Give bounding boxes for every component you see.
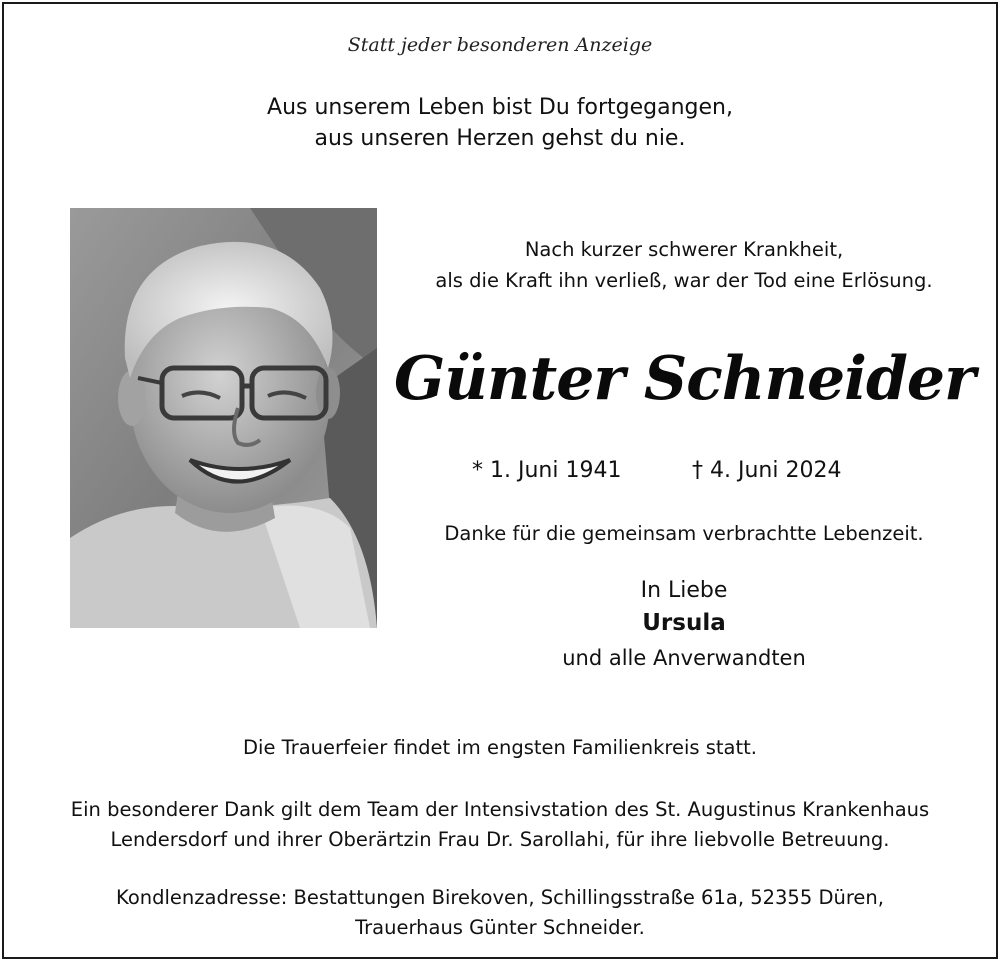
deceased-name: Günter Schneider (394, 344, 975, 414)
gratitude-line: Lendersdorf und ihrer Oberärtzin Frau Dr. Sarollahi, für ihre liebvolle Betreuung. (110, 828, 890, 851)
obituary-card (2, 2, 998, 959)
death-date: † 4. Juni 2024 (692, 458, 842, 483)
illness-line: als die Kraft ihn verließ, war der Tod eine Erlösung. (435, 269, 933, 292)
motto-line: Aus unserem Leben bist Du fortgegangen, (267, 95, 733, 120)
portrait-photo (70, 208, 377, 628)
motto-line: aus unseren Herzen gehst du nie. (314, 126, 686, 151)
condolence-address (4, 883, 996, 943)
gratitude-line: Ein besonderer Dank gilt dem Team der Intensivstation des St. Augustinus Krankenhaus (70, 798, 930, 821)
illness-line: Nach kurzer schwerer Krankheit, (524, 238, 844, 261)
ceremony-notice: Die Trauerfeier findet im engsten Familienkreis statt. (243, 736, 757, 759)
in-love-line: In Liebe (640, 578, 728, 603)
address-line: Kondlenzadresse: Bestattungen Birekoven, Schillingsstraße 61a, 52355 Düren, (116, 886, 884, 909)
thanks-life-line: Danke für die gemeinsam verbrachtte Lebenzeit. (444, 522, 924, 545)
birth-date: * 1. Juni 1941 (472, 458, 622, 483)
motto-quote (4, 92, 996, 154)
signer-name: Ursula (642, 610, 726, 636)
gratitude-text (4, 795, 996, 855)
address-line: Trauerhaus Günter Schneider. (355, 916, 645, 939)
intro-line: Statt jeder besonderen Anzeige (347, 34, 653, 56)
relatives-line: und alle Anverwandten (562, 646, 806, 670)
illness-text (394, 234, 974, 296)
portrait-illustration (70, 208, 377, 628)
